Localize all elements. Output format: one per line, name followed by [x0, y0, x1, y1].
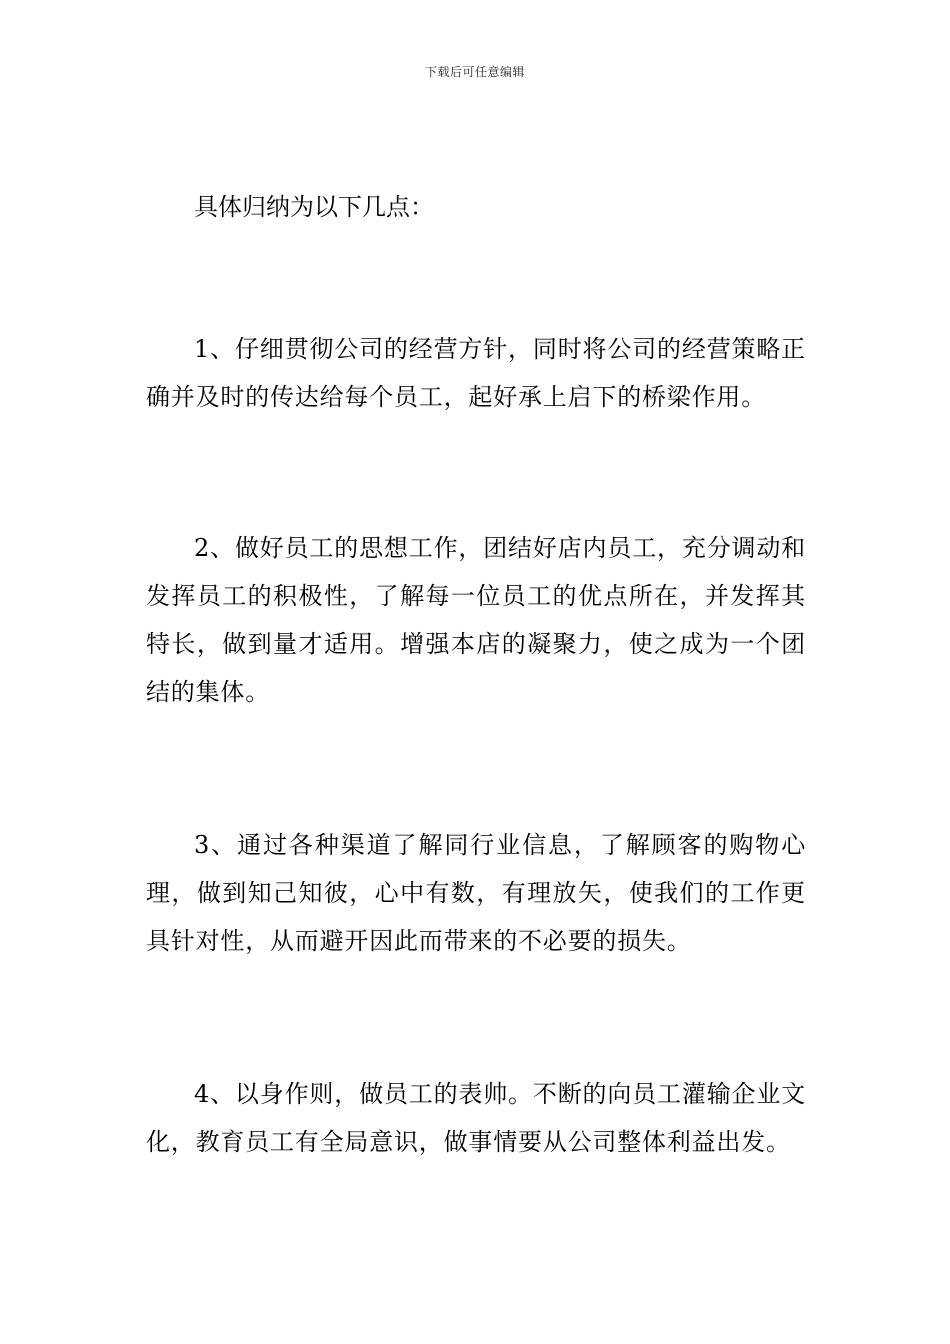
page-header: 下载后可任意编辑	[424, 65, 525, 79]
paragraph-3: 3、通过各种渠道了解同行业信息，了解顾客的购物心理，做到知己知彼，心中有数，有理放矢，使我们的工作更具针对性，从而避开因此而带来的不必要的损失。	[146, 831, 806, 955]
paragraph-2: 2、做好员工的思想工作，团结好店内员工，充分调动和发挥员工的积极性，了解每一位员工的优点所在，并发挥其特长，做到量才适用。增强本店的凝聚力，使之成为一个团结的集体。	[146, 534, 806, 706]
intro-line: 具体归纳为以下几点：	[194, 193, 434, 221]
paragraph-1: 1、仔细贯彻公司的经营方针，同时将公司的经营策略正确并及时的传达给每个员工，起好承上启下的桥梁作用。	[146, 335, 806, 411]
paragraph-4: 4、以身作则，做员工的表帅。不断的向员工灌输企业文化，教育员工有全局意识，做事情要从公司整体利益出发。	[146, 1080, 806, 1156]
